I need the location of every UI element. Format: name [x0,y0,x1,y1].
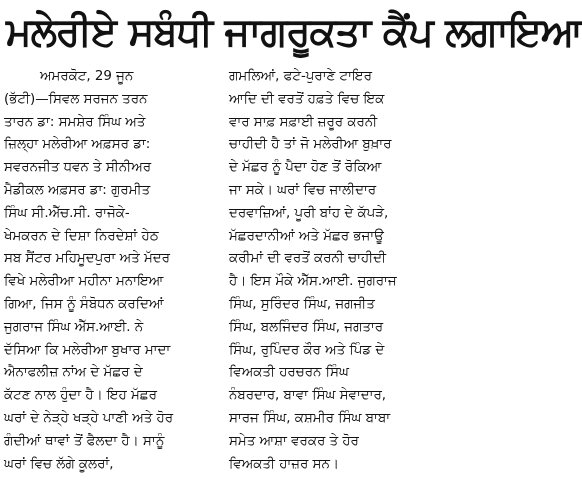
body-line: ਘਰਾਂ ਵਿਚ ਲੱਗੇ ਕੂਲਰਾਂ, [4,456,114,472]
body-line: ਗਮਲਿਆਂ, ਫਟੇ-ਪੁਰਾਣੇ ਟਾਇਰ [229,69,372,84]
body-line: ਗਿਆ, ਜਿਸ ਨੂੰ ਸੰਬੋਧਨ ਕਰਦਿਆਂ [4,296,164,312]
body-line: ਦੇ ਮੱਛਰ ਨੂੰ ਪੈਦਾ ਹੋਣ ਤੋਂ ਰੋਕਿਆ [229,160,382,176]
body-line: ਸਿੰਘ, ਬਲਜਿੰਦਰ ਸਿੰਘ, ਜਗਤਾਰ [229,319,384,335]
body-line: ਵਾਰ ਸਾਫ਼ ਸਫ਼ਾਈ ਜ਼ਰੂਰ ਕਰਨੀ [229,114,378,130]
body-line: ਖੇਮਕਰਨ ਦੇ ਦਿਸ਼ਾ ਨਿਰਦੇਸ਼ਾਂ ਹੇਠ [4,228,159,244]
body-line: ਕਰੀਮਾਂ ਦੀ ਵਰਤੋਂ ਕਰਨੀ ਚਾਹੀਦੀ [229,251,387,267]
body-line: ਸਬ ਸੈਂਟਰ ਮਹਿਮੂਦਪੁਰਾ ਅਤੇ ਮੱਦਰ [4,251,170,267]
body-line: ਆਦਿ ਦੀ ਵਰਤੋਂ ਹਫ਼ਤੇ ਵਿਚ ਇਕ [229,91,385,107]
body-line: ਐਨਾਫਲੀਜ਼ ਨਾਂਅ ਦੇ ਮੱਛਰ ਦੇ [4,365,143,381]
article-column-left [4,66,220,476]
body-line: ਦੱਸਿਆ ਕਿ ਮਲੇਰੀਆ ਬੁਖਾਰ ਮਾਦਾ [4,342,171,358]
body-line: ਚਾਹੀਦੀ ਹੈ ਤਾਂ ਜੋ ਮਲੇਰੀਆ ਬੁਖ਼ਾਰ [229,137,392,153]
body-line: ਜ਼ਿਲ੍ਹਾ ਮਲੇਰੀਆ ਅਫ਼ਸਰ ਡਾ: [4,137,151,153]
body-line: ਸਾਰਜ ਸਿੰਘ, ਕਸ਼ਮੀਰ ਸਿੰਘ ਬਾਬਾ [229,410,391,426]
headline: ਮਲੇਰੀਏ ਸਬੰਧੀ ਜਾਗਰੂਕਤਾ ਕੈਂਪ ਲਗਾਇਆ [6,10,582,55]
body-line: ਗੰਦੀਆਂ ਥਾਵਾਂ ਤੋਂ ਫੈਲਦਾ ਹੈ। ਸਾਨੂੰ [4,433,165,449]
body-line: ਜਾ ਸਕੇ। ਘਰਾਂ ਵਿਚ ਜਾਲੀਦਾਰ [229,182,377,198]
body-line: ਮੈਡੀਕਲ ਅਫ਼ਸਰ ਡਾ: ਗੁਰਮੀਤ [4,182,151,198]
body-line: ਵਿਅਕਤੀ ਹਾਜ਼ਰ ਸਨ। [229,456,339,472]
body-line: ਵਿਖੇ ਮਲੇਰੀਆ ਮਹੀਨਾ ਮਨਾਇਆ [4,274,164,290]
body-line: ਕੱਟਣ ਨਾਲ ਹੁੰਦਾ ਹੈ। ਇਹ ਮੱਛਰ [4,388,157,404]
body-line: ਸਮੇਤ ਆਸ਼ਾ ਵਰਕਰ ਤੇ ਹੋਰ [229,433,359,449]
body-line: ਸਵਰਨਜੀਤ ਧਵਨ ਤੇ ਸੀਨੀਅਰ [4,160,152,176]
body-line: ਤਾਰਨ ਡਾ: ਸਮਸ਼ੇਰ ਸਿੰਘ ਅਤੇ [4,114,146,130]
body-line: (ਭੱਟੀ)—ਸਿਵਲ ਸਰਜਨ ਤਰਨ [4,91,148,107]
body-line: ਮੱਛਰਦਾਨੀਆਂ ਅਤੇ ਮੱਛਰ ਭਜਾਊ [229,228,384,244]
body-line: ਵਿਅਕਤੀ ਹਰਚਰਨ ਸਿੰਘ [229,365,349,381]
body-line: ਘਰਾਂ ਦੇ ਨੇੜ੍ਹੇ ਖੜ੍ਹੇ ਪਾਣੀ ਅਤੇ ਹੋਰ [4,410,174,426]
body-line: ਨੰਬਰਦਾਰ, ਬਾਵਾ ਸਿੰਘ ਸੇਵਾਦਾਰ, [229,388,387,404]
body-line: ਸਿੰਘ, ਸੁਰਿੰਦਰ ਸਿੰਘ, ਜਗਜੀਤ [229,296,375,312]
body-line: ਸਿੰਘ ਸੀ.ਐੱਚ.ਸੀ. ਰਾਜੋਕੇ- [4,205,130,221]
article-column-right [229,66,445,476]
body-line: ਜੁਗਰਾਜ ਸਿੰਘ ਐੱਸ.ਆਈ. ਨੇ [4,319,144,335]
dateline: ਅਮਰਕੋਟ, 29 ਜੂਨ [40,69,134,84]
body-line: ਦਰਵਾਜ਼ਿਆਂ, ਪੂਰੀ ਬਾਂਹ ਦੇ ਕੱਪੜੇ, [229,205,389,221]
body-line: ਸਿੰਘ, ਰੁਪਿੰਦਰ ਕੌਰ ਅਤੇ ਪਿੰਡ ਦੇ [229,342,385,358]
body-line: ਹੈ। ਇਸ ਮੌਕੇ ਐੱਸ.ਆਈ. ਜੁਗਰਾਜ [229,274,397,290]
